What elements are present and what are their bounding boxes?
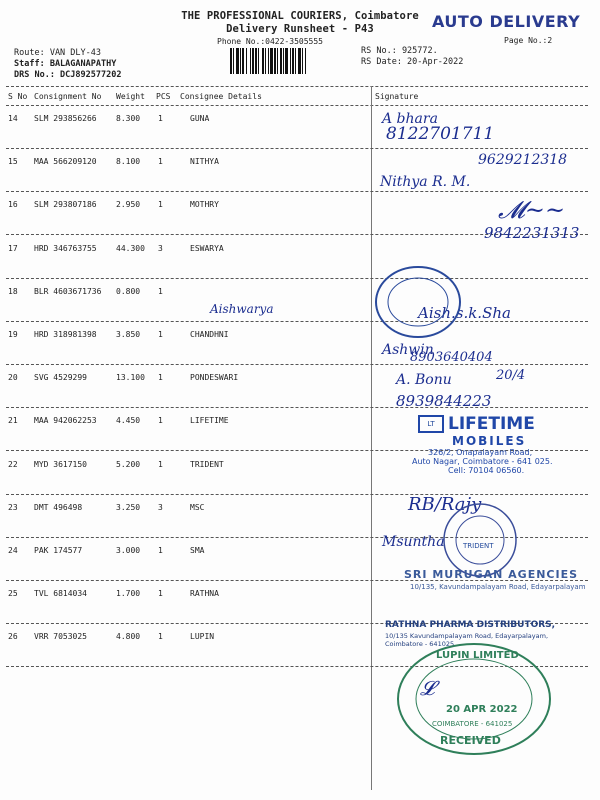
lupin-stamp-date: 20 APR 2022 bbox=[446, 704, 518, 715]
signature-row15: Nithya R. M. bbox=[380, 174, 471, 190]
cell-sno: 20 bbox=[8, 373, 18, 383]
cell-consignee: SMA bbox=[190, 546, 205, 555]
sri-agencies-stamp: SRI MURUGAN AGENCIES bbox=[404, 568, 579, 581]
company-line: THE PROFESSIONAL COURIERS, Coimbatore bbox=[181, 10, 419, 22]
signature-row22: RB/Rajy bbox=[408, 494, 482, 515]
cell-consignment: SLM 293807186 bbox=[34, 200, 97, 210]
cell-consignment: SVG 4529299 bbox=[34, 373, 87, 383]
lifetime-addr1: 326/2, Onapalayam Road, bbox=[428, 448, 533, 457]
row-separator bbox=[6, 494, 588, 495]
row-separator bbox=[6, 148, 588, 149]
cell-sno: 18 bbox=[8, 286, 18, 296]
rathna-address: 10/135 Kavundampalayam Road, Edayarpalayam, Coimbatore - 641025 bbox=[385, 632, 549, 648]
lifetime-addr2: Auto Nagar, Coimbatore - 641 025. bbox=[412, 457, 553, 466]
cell-weight: 3.850 bbox=[116, 330, 141, 339]
cell-weight: 1.700 bbox=[116, 589, 141, 599]
cell-pcs: 1 bbox=[158, 157, 163, 167]
signature-row14: A bhara bbox=[382, 111, 438, 127]
cell-weight: 4.450 bbox=[116, 416, 141, 426]
cell-consignment: MYD 3617150 bbox=[34, 459, 87, 469]
cell-sno: 14 bbox=[8, 114, 18, 123]
signature-row16: 𝓜~~ bbox=[498, 196, 566, 224]
company-title bbox=[165, 10, 435, 36]
col-sno: S No bbox=[8, 92, 28, 101]
sri-agencies-address: 10/135, Kavundampalayam Road, Edayarpalayam bbox=[410, 583, 586, 591]
cell-consignee: MSC bbox=[190, 502, 205, 512]
lifetime-cell: Cell: 70104 06560. bbox=[448, 466, 525, 475]
signature-row20: A. Bonu bbox=[396, 372, 452, 388]
cell-sno: 16 bbox=[8, 200, 18, 210]
cell-consignee: LIFETIME bbox=[190, 416, 229, 426]
signature-row19: Ashwin bbox=[382, 342, 434, 358]
lifetime-stamp bbox=[412, 414, 568, 475]
auto-delivery-stamp: AUTO DELIVERY bbox=[432, 12, 581, 31]
rs-date: RS Date: 20-Apr-2022 bbox=[361, 57, 464, 67]
cell-sno: 22 bbox=[8, 459, 18, 469]
cell-pcs: 3 bbox=[158, 243, 163, 253]
cell-sno: 25 bbox=[8, 589, 18, 599]
col-consignee: Consignee Details bbox=[180, 92, 262, 101]
rs-info bbox=[361, 46, 463, 68]
signature-row23: Msuntha bbox=[382, 534, 445, 550]
cell-pcs: 1 bbox=[158, 416, 163, 426]
cell-pcs: 1 bbox=[158, 632, 163, 642]
drs-number: DRS No.: DCJ892577202 bbox=[14, 70, 122, 80]
cell-consignee: PONDESWARI bbox=[190, 373, 239, 383]
rs-number: RS No.: 925772. bbox=[361, 46, 438, 56]
cell-weight: 4.800 bbox=[116, 632, 141, 642]
cell-sno: 15 bbox=[8, 157, 18, 167]
phone-row20: 8939844223 bbox=[396, 392, 492, 410]
cell-consignee: MOTHRY bbox=[190, 200, 219, 210]
cell-consignment: MAA 942062253 bbox=[34, 416, 97, 426]
cell-weight: 8.100 bbox=[116, 157, 141, 167]
cell-sno: 24 bbox=[8, 546, 18, 555]
cell-consignee: NITHYA bbox=[190, 157, 219, 167]
page-number: Page No.:2 bbox=[504, 36, 553, 45]
cell-pcs: 1 bbox=[158, 330, 163, 339]
cell-sno: 21 bbox=[8, 416, 18, 426]
cell-consignee: TRIDENT bbox=[190, 459, 224, 469]
cell-pcs: 3 bbox=[158, 502, 163, 512]
runsheet-title: Delivery Runsheet - P43 bbox=[226, 23, 374, 35]
col-consignment: Consignment No bbox=[34, 92, 102, 101]
route-info bbox=[14, 48, 121, 81]
cell-consignee: CHANDHNI bbox=[190, 330, 229, 339]
phone-row15: 9629212318 bbox=[478, 152, 568, 168]
cell-weight: 44.300 bbox=[116, 243, 145, 253]
lifetime-mobiles: MOBILES bbox=[452, 434, 527, 448]
cell-consignment: BLR 4603671736 bbox=[34, 286, 102, 296]
cell-consignee: LUPIN bbox=[190, 632, 215, 642]
staff: Staff: BALAGANAPATHY bbox=[14, 59, 117, 69]
cell-pcs: 1 bbox=[158, 286, 163, 296]
phone-row16: 9842231313 bbox=[484, 224, 580, 242]
row-separator bbox=[6, 364, 588, 365]
cell-weight: 5.200 bbox=[116, 459, 141, 469]
cell-sno: 19 bbox=[8, 330, 18, 339]
cell-consignment: DMT 496498 bbox=[34, 502, 83, 512]
phone-row19: 8903640404 bbox=[410, 350, 493, 365]
col-weight: Weight bbox=[116, 92, 145, 101]
lupin-stamp-city: COIMBATORE - 641025 bbox=[432, 720, 513, 728]
cell-weight: 2.950 bbox=[116, 200, 141, 210]
barcode bbox=[230, 48, 360, 74]
phone-row14: 8122701711 bbox=[386, 124, 495, 144]
col-signature: Signature bbox=[375, 92, 419, 101]
cell-consignment: MAA 566209120 bbox=[34, 157, 97, 167]
cell-pcs: 1 bbox=[158, 200, 163, 210]
date-row20: 20/4 bbox=[496, 368, 526, 383]
cell-consignment: TVL 6814034 bbox=[34, 589, 87, 599]
lupin-stamp-name: LUPIN LIMITED bbox=[436, 650, 519, 661]
cell-consignee: RATHNA bbox=[190, 589, 219, 599]
cell-consignee: ESWARYA bbox=[190, 243, 224, 253]
name-row18: Aishwarya bbox=[210, 302, 274, 316]
cell-sno: 23 bbox=[8, 502, 18, 512]
cell-sno: 17 bbox=[8, 243, 18, 253]
cell-pcs: 1 bbox=[158, 373, 163, 383]
cell-pcs: 1 bbox=[158, 114, 163, 123]
cell-consignment: HRD 346763755 bbox=[34, 243, 97, 253]
lupin-stamp-received: RECEIVED bbox=[440, 734, 501, 747]
cell-consignment: PAK 174577 bbox=[34, 546, 83, 555]
signature-row18: Aish.s.k.Sha bbox=[418, 304, 511, 322]
cell-weight: 8.300 bbox=[116, 114, 141, 123]
phone-number: Phone No.:0422-3505555 bbox=[217, 37, 323, 46]
cell-sno: 26 bbox=[8, 632, 18, 642]
rathna-stamp: RATHNA PHARMA DISTRIBUTORS, bbox=[385, 620, 556, 630]
barcode-bar bbox=[306, 48, 308, 74]
row-separator bbox=[6, 191, 588, 192]
row-separator bbox=[6, 278, 588, 279]
cell-consignment: HRD 318981398 bbox=[34, 330, 97, 339]
row-separator bbox=[6, 407, 588, 408]
round-stamp-row18 bbox=[370, 262, 466, 342]
trident-stamp-text: TRIDENT bbox=[463, 542, 494, 550]
lifetime-logo-icon: LT bbox=[418, 415, 444, 433]
signature-row26: 𝓛 bbox=[420, 676, 435, 700]
header-top-rule bbox=[6, 86, 588, 87]
cell-pcs: 1 bbox=[158, 589, 163, 599]
lifetime-name: LIFETIME bbox=[448, 414, 535, 434]
cell-pcs: 1 bbox=[158, 459, 163, 469]
cell-consignment: VRR 7053025 bbox=[34, 632, 87, 642]
col-pcs: PCS bbox=[156, 92, 171, 101]
cell-weight: 0.800 bbox=[116, 286, 141, 296]
cell-consignment: SLM 293856266 bbox=[34, 114, 97, 123]
cell-consignee: GUNA bbox=[190, 114, 210, 123]
cell-weight: 3.250 bbox=[116, 502, 141, 512]
route: Route: VAN DLY-43 bbox=[14, 48, 101, 58]
cell-weight: 13.100 bbox=[116, 373, 145, 383]
cell-pcs: 1 bbox=[158, 546, 163, 555]
header-bottom-rule bbox=[6, 105, 588, 106]
cell-weight: 3.000 bbox=[116, 546, 141, 555]
